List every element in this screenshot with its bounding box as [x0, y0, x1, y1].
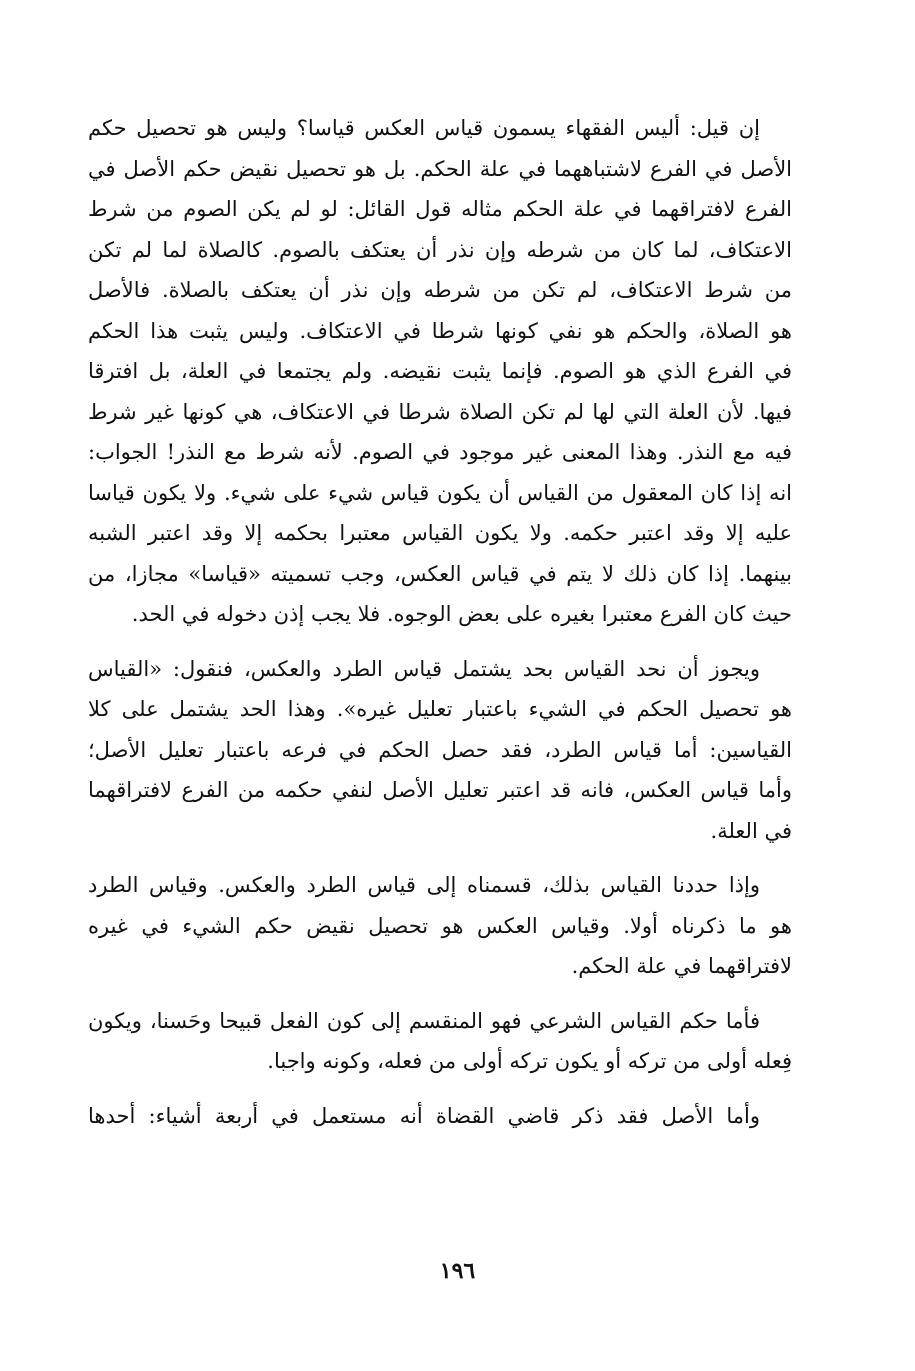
text-line: بينهما. إذا كان ذلك لا يتم في قياس العكس، وجب تسميته «قياسا» مجازا، من [88, 561, 792, 586]
text-line: الأصل في الفرع لاشتباههما في علة الحكم. بل هو تحصيل نقيض حكم الأصل في [88, 156, 792, 181]
text-line: عليه إلا وقد اعتبر حكمه. ولا يكون القياس معتبرا بحكمه إلا وقد اعتبر الشبه [88, 521, 792, 545]
text-line: حيث كان الفرع معتبرا بغيره على بعض الوجوه. فلا يجب إذن دخوله في الحد. [131, 602, 792, 626]
paragraph-2 [88, 649, 792, 852]
text-line: وإذا حددنا القياس بذلك، قسمناه إلى قياس الطرد والعكس. وقياس الطرد [88, 873, 760, 897]
text-line: لافتراقهما في علة الحكم. [571, 954, 792, 978]
text-line: ويجوز أن نحد القياس بحد يشتمل قياس الطرد والعكس، فنقول: «القياس [88, 656, 760, 681]
text-line: هو تحصيل الحكم في الشيء باعتبار تعليل غيره». وهذا الحد يشتمل على كلا [88, 697, 792, 721]
paragraph-3 [88, 865, 792, 987]
text-line: هو ما ذكرناه أولا. وقياس العكس هو تحصيل نقيض حكم الشيء في غيره [88, 913, 792, 938]
text-line: فيه مع النذر. وهذا المعنى غير موجود في الصوم. لأنه شرط مع النذر! الجواب: [88, 440, 792, 464]
text-line: انه إذا كان المعقول من القياس أن يكون قياس شيء على شيء. ولا يكون قياسا [88, 480, 792, 505]
text-line: فيها. لأن العلة التي لها لم تكن الصلاة شرطا في الاعتكاف، هي كونها غير شرط [88, 399, 792, 424]
text-line: إن قيل: أليس الفقهاء يسمون قياس العكس قياسا؟ وليس هو تحصيل حكم [88, 116, 760, 140]
paragraph-4 [88, 1001, 792, 1082]
text-line: في الفرع الذي هو الصوم. فإنما يثبت نقيضه. ولم يجتمعا في العلة، بل افترقا [88, 359, 792, 383]
text-line: الفرع لافتراقهما في علة الحكم مثاله قول القائل: لو لم يكن الصوم من شرط [88, 197, 792, 221]
text-line: من شرط الاعتكاف، لم تكن من شرطه وإن نذر أن يعتكف بالصلاة. فالأصل [88, 278, 792, 302]
text-line: وأما قياس العكس، فانه قد اعتبر تعليل الأصل لنفي حكمه من الفرع لافتراقهما [88, 778, 792, 802]
paragraph-gap [88, 1082, 792, 1096]
paragraph-gap [88, 851, 792, 865]
page-text [88, 108, 792, 1136]
paragraph-gap [88, 635, 792, 649]
paragraph-1 [88, 108, 792, 635]
paragraph-gap [88, 987, 792, 1001]
text-line: فِعله أولى من تركه أو يكون تركه أولى من فعله، وكونه واجبا. [267, 1049, 792, 1073]
text-line: القياسين: أما قياس الطرد، فقد حصل الحكم في فرعه باعتبار تعليل الأصل؛ [88, 737, 792, 762]
page-number: ١٩٦ [439, 1258, 476, 1284]
text-line: فأما حكم القياس الشرعي فهو المنقسم إلى كون الفعل قبيحا وحَسنا، ويكون [88, 1008, 760, 1033]
paragraph-5 [88, 1096, 792, 1137]
text-line: هو الصلاة، والحكم هو نفي كونها شرطا في الاعتكاف. وليس يثبت هذا الحكم [88, 318, 792, 343]
text-line: في العلة. [710, 818, 792, 843]
text-line: وأما الأصل فقد ذكر قاضي القضاة أنه مستعمل في أربعة أشياء: أحدها [88, 1103, 760, 1128]
text-line: الاعتكاف، لما كان من شرطه وإن نذر أن يعتكف بالصوم. كالصلاة لما لم تكن [88, 237, 792, 262]
